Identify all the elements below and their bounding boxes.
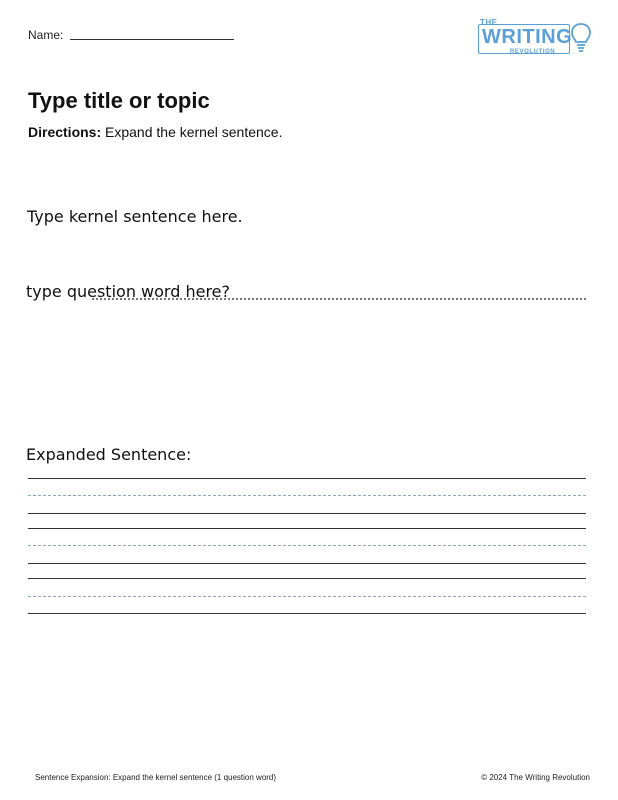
expanded-sentence-label: Expanded Sentence: [26,445,192,464]
logo-the-text: THE [480,18,498,27]
question-word[interactable]: type question word here? [26,282,230,301]
logo-revolution-text: REVOLUTION [510,49,556,55]
question-answer-dotted-line[interactable] [92,298,586,300]
name-field-line[interactable] [70,39,234,40]
writing-midline [28,495,586,496]
lightbulb-icon [570,22,592,54]
name-label: Name: [28,28,64,42]
directions [28,124,282,140]
logo-writing-text: WRITING [482,26,573,48]
directions-text: Expand the kernel sentence. [101,124,283,140]
writing-revolution-logo [478,18,594,58]
directions-label: Directions: [28,124,102,140]
writing-line [28,578,586,579]
writing-midline [28,545,586,546]
writing-midline [28,596,586,597]
footer-description: Sentence Expansion: Expand the kernel sentence (1 question word) [35,773,277,782]
footer-copyright: © 2024 The Writing Revolution [481,773,590,782]
kernel-sentence[interactable]: Type kernel sentence here. [27,207,243,226]
writing-line [28,528,586,529]
writing-line [28,478,586,479]
writing-line [28,513,586,514]
worksheet-title[interactable]: Type title or topic [28,88,210,113]
writing-line [28,613,586,614]
writing-line [28,563,586,564]
